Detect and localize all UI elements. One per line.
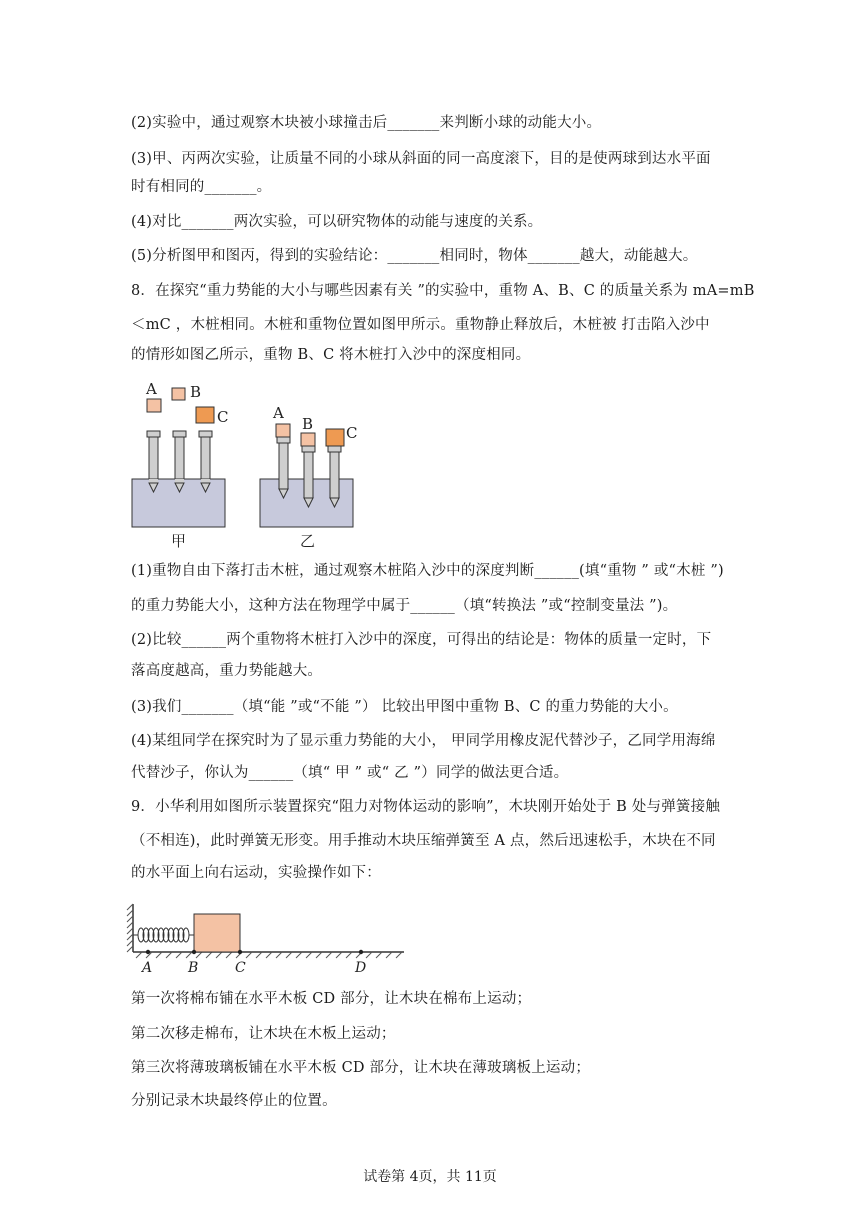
page-footer: 试卷第 4页，共 11页 [363,1169,497,1185]
label-c: C [217,408,229,426]
caption-jia: 甲 [171,532,187,550]
caption-yi: 乙 [300,532,316,550]
text-line: (4)对比_______两次实验，可以研究物体的动能与速度的关系。 [131,214,543,230]
weight-a [147,399,161,412]
point-b: B [188,960,199,976]
question-8-line: 8．在探究“重力势能的大小与哪些因素有关 ”的实验中，重物 A、B、C 的质量关系为 mA=mB [131,283,755,299]
weight-b [301,433,315,446]
text-line: (2)实验中，通过观察木块被小球撞击后_______来判断小球的动能大小。 [131,115,602,131]
weight-c [196,407,214,423]
text-line: 第二次移走棉布，让木块在木板上运动； [131,1026,396,1042]
point-c: C [235,960,246,976]
text-line: 的情形如图乙所示，重物 B、C 将木桩打入沙中的深度相同。 [131,347,531,363]
text-line: 第三次将薄玻璃板铺在水平木板 CD 部分，让木块在薄玻璃板上运动； [131,1060,591,1076]
text-line: (3)我们_______（填“能 ”或“不能 ”） 比较出甲图中重物 B、C 的重力势能的大小。 [131,699,678,715]
text-line: 代替沙子，你认为______（填“ 甲 ” 或“ 乙 ”）同学的做法更合适。 [131,765,569,781]
question-9-line: 9．小华利用如图所示装置探究“阻力对物体运动的影响”，木块刚开始处于 B 处与弹簧接触 [131,799,721,815]
wood-block [194,914,240,952]
figure-jia [132,380,228,550]
text-line: 时有相同的_______。 [131,179,272,195]
weight-a [276,424,290,437]
point-d: D [355,960,367,976]
text-line: 落高度越高，重力势能越大。 [131,663,323,679]
text-line: 的重力势能大小，这种方法在物理学中属于______（填“转换法 ”或“控制变量法 ”)。 [131,598,678,614]
figure-weights-stakes [125,378,370,550]
text-line: 的水平面上向右运动，实验操作如下： [131,865,381,881]
text-line: 第一次将棉布铺在水平木板 CD 部分，让木块在棉布上运动； [131,991,532,1007]
text-line: （不相连)，此时弹簧无形变。用手推动木块压缩弹簧至 A 点，然后迅速松手，木块在不同 [131,833,716,849]
label-b: B [190,383,202,401]
spring [133,928,194,942]
weight-b [172,388,185,400]
text-line: (4)某组同学在探究时为了显示重力势能的大小， 甲同学用橡皮泥代替沙子，乙同学用海绵 [131,733,716,749]
point-a: A [142,960,153,976]
text-line: ＜mC ，木桩相同。木桩和重物位置如图甲所示。重物静止释放后，木桩被 打击陷入沙中 [131,317,710,333]
label-a: A [273,404,284,422]
label-b: B [302,415,314,433]
figure-yi [260,404,357,550]
label-a: A [146,380,157,398]
weight-c [326,429,344,446]
text-line: (3)甲、丙两次实验，让质量不同的小球从斜面的同一高度滚下，目的是使两球到达水平面 [131,151,711,167]
label-c: C [346,424,358,442]
text-line: (5)分析图甲和图丙，得到的实验结论：_______相同时，物体_______越大，动能越大。 [131,248,698,264]
text-line: 分别记录木块最终停止的位置。 [131,1093,337,1109]
text-line: (2)比较______两个重物将木桩打入沙中的深度，可得出的结论是：物体的质量一定时，下 [131,632,712,648]
figure-spring-block [124,898,409,978]
text-line: (1)重物自由下落打击木桩，通过观察木桩陷入沙中的深度判断______(填“重物 ” 或“木桩 ”) [131,563,724,579]
